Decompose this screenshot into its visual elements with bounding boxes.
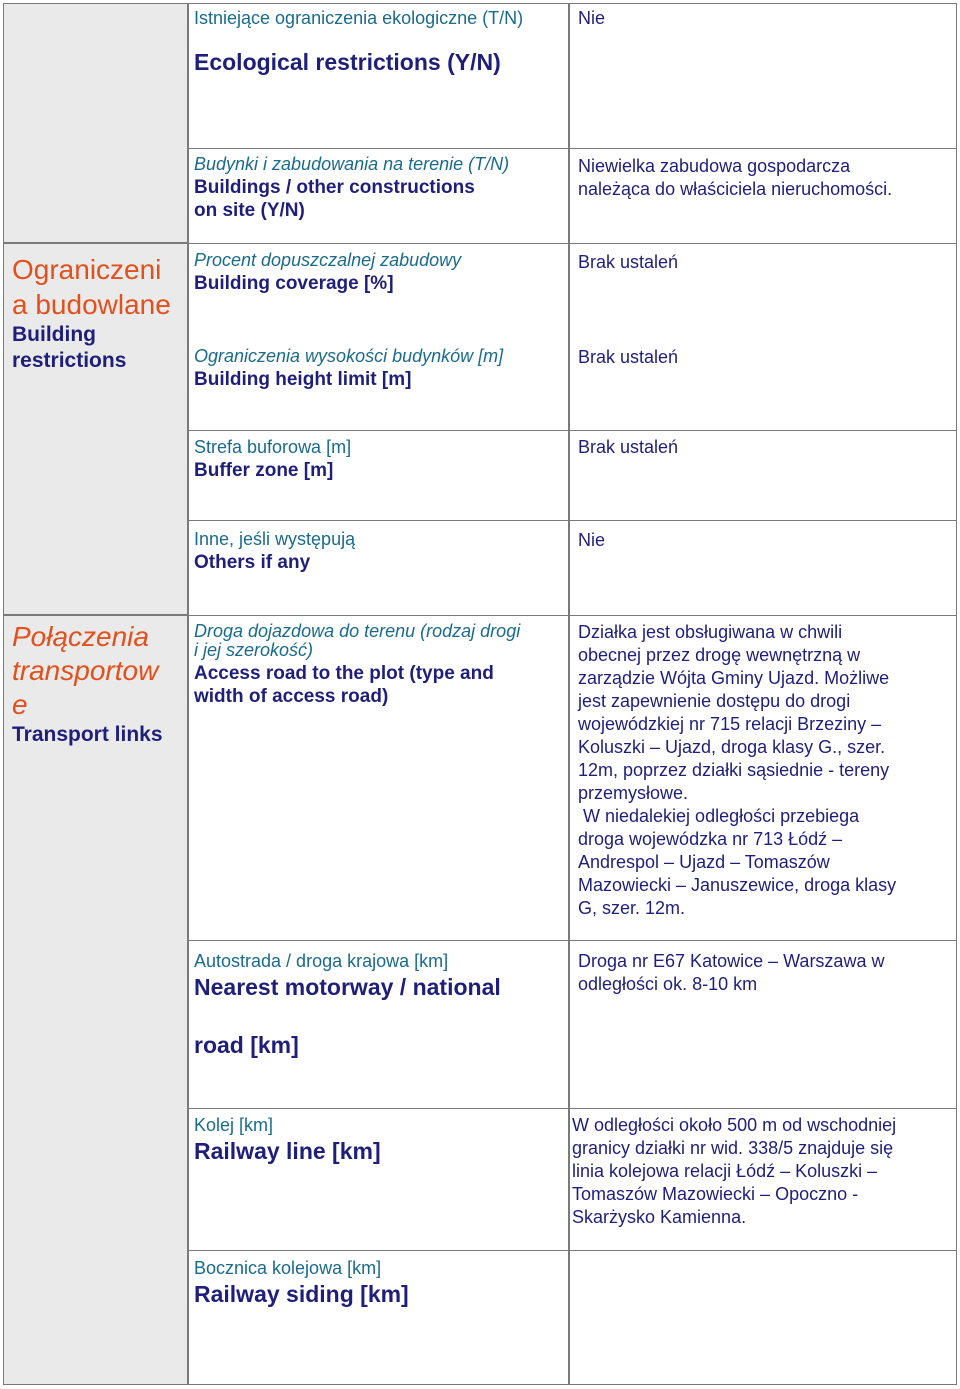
row-access-label — [194, 620, 564, 708]
category-column-top — [3, 3, 188, 243]
row-access-value — [578, 621, 946, 920]
label-pl: Kolej [km] — [194, 1115, 274, 1135]
label-pl-2: i jej szerokość) — [194, 640, 314, 660]
category-transport-links — [3, 615, 188, 1385]
value-line: obecnej przez drogę wewnętrzną w — [578, 645, 861, 665]
row-height-value — [578, 346, 678, 369]
row-divider — [188, 1250, 957, 1251]
value-line: Mazowiecki – Januszewice, droga klasy — [578, 875, 897, 895]
label-en: Railway siding [km] — [194, 1281, 409, 1307]
label-en-1: Access road to the plot (type and — [194, 663, 494, 684]
value-line: linia kolejowa relacji Łódź – Koluszki – — [572, 1161, 878, 1181]
category-title-en: Transport links — [12, 723, 163, 746]
label-pl: Autostrada / droga krajowa [km] — [194, 951, 449, 971]
label-en-2: road [km] — [194, 1032, 299, 1058]
label-pl: Procent dopuszczalnej zabudowy — [194, 250, 462, 270]
category-title-pl-1: Połączenia — [12, 621, 149, 652]
value-line: G, szer. 12m. — [578, 898, 686, 918]
value-line: jest zapewnienie dostępu do drogi — [578, 691, 851, 711]
value: Brak ustaleń — [578, 437, 679, 457]
value-line: Koluszki – Ujazd, droga klasy G., szer. — [578, 737, 886, 757]
row-divider — [188, 520, 957, 521]
value: Brak ustaleń — [578, 252, 679, 272]
row-buildings-value — [578, 155, 952, 201]
label-pl: Ograniczenia wysokości budynków [m] — [194, 346, 504, 366]
row-buildings-label — [194, 153, 564, 222]
value-1: Niewielka zabudowa gospodarcza — [578, 156, 851, 176]
category-building-restrictions — [3, 243, 188, 615]
value-line: W niedalekiej odległości przebiega — [578, 806, 860, 826]
row-divider — [188, 940, 957, 941]
section-divider — [3, 615, 957, 616]
row-ecological-label — [194, 7, 564, 76]
label-en-2: on site (Y/N) — [194, 200, 305, 221]
value-line: droga wojewódzka nr 713 Łódź – — [578, 829, 843, 849]
row-buffer-label — [194, 436, 564, 482]
label-pl: Strefa buforowa [m] — [194, 437, 352, 457]
row-coverage-value — [578, 251, 678, 274]
value-line: Skarżysko Kamienna. — [572, 1207, 747, 1227]
row-ecological-value — [578, 7, 605, 30]
label-pl-1: Droga dojazdowa do terenu (rodzaj drogi — [194, 621, 521, 641]
category-title-en-2: restrictions — [12, 349, 127, 372]
value-2: należąca do właściciela nieruchomości. — [578, 179, 893, 199]
label-en-2: width of access road) — [194, 686, 389, 707]
value-line: Andrespol – Ujazd – Tomaszów — [578, 852, 830, 872]
row-coverage-label — [194, 249, 564, 295]
row-railway-value — [572, 1114, 954, 1229]
label-pl: Bocznica kolejowa [km] — [194, 1258, 382, 1278]
category-title-pl-1: Ograniczeni — [12, 254, 162, 285]
label-en: Ecological restrictions (Y/N) — [194, 49, 501, 75]
value-line: W odległości około 500 m od wschodniej — [572, 1115, 897, 1135]
value-line: wojewódzkiej nr 715 relacji Brzeziny – — [578, 714, 882, 734]
value-line: przemysłowe. — [578, 783, 689, 803]
category-title-pl-3: e — [12, 689, 28, 720]
row-siding-label — [194, 1257, 564, 1308]
label-pl: Budynki i zabudowania na terenie (T/N) — [194, 154, 510, 174]
value: Brak ustaleń — [578, 347, 679, 367]
value-line: zarządzie Wójta Gminy Ujazd. Możliwe — [578, 668, 890, 688]
row-divider — [188, 243, 957, 244]
label-en: Railway line [km] — [194, 1138, 381, 1164]
value-line: 12m, poprzez działki sąsiednie - tereny — [578, 760, 890, 780]
category-title-pl-2: transportow — [12, 655, 159, 686]
value: Nie — [578, 530, 606, 550]
value-1: Droga nr E67 Katowice – Warszawa w — [578, 951, 885, 971]
label-en-1: Buildings / other constructions — [194, 177, 475, 198]
label-en: Building coverage [%] — [194, 273, 394, 294]
category-title-en-1: Building — [12, 323, 96, 346]
row-height-label — [194, 345, 564, 391]
value-line: Tomaszów Mazowiecki – Opoczno - — [572, 1184, 859, 1204]
value-2: odległości ok. 8-10 km — [578, 974, 758, 994]
value: Nie — [578, 8, 606, 28]
row-others-value — [578, 529, 605, 552]
label-en: Others if any — [194, 552, 311, 573]
label-en-1: Nearest motorway / national — [194, 974, 501, 1000]
value-line: granicy działki nr wid. 338/5 znajduje się — [572, 1138, 894, 1158]
row-motorway-label — [194, 950, 564, 1059]
row-others-label — [194, 528, 564, 574]
category-title-pl-2: a budowlane — [12, 289, 171, 320]
label-en: Building height limit [m] — [194, 369, 412, 390]
value-line: Działka jest obsługiwana w chwili — [578, 622, 843, 642]
label-en: Buffer zone [m] — [194, 460, 334, 481]
row-divider — [188, 148, 957, 149]
row-buffer-value — [578, 436, 678, 459]
label-pl: Istniejące ograniczenia ekologiczne (T/N) — [194, 8, 524, 28]
label-pl: Inne, jeśli występują — [194, 529, 356, 549]
row-motorway-value — [578, 950, 952, 996]
row-divider — [188, 430, 957, 431]
row-railway-label — [194, 1114, 564, 1165]
row-divider — [188, 1108, 957, 1109]
